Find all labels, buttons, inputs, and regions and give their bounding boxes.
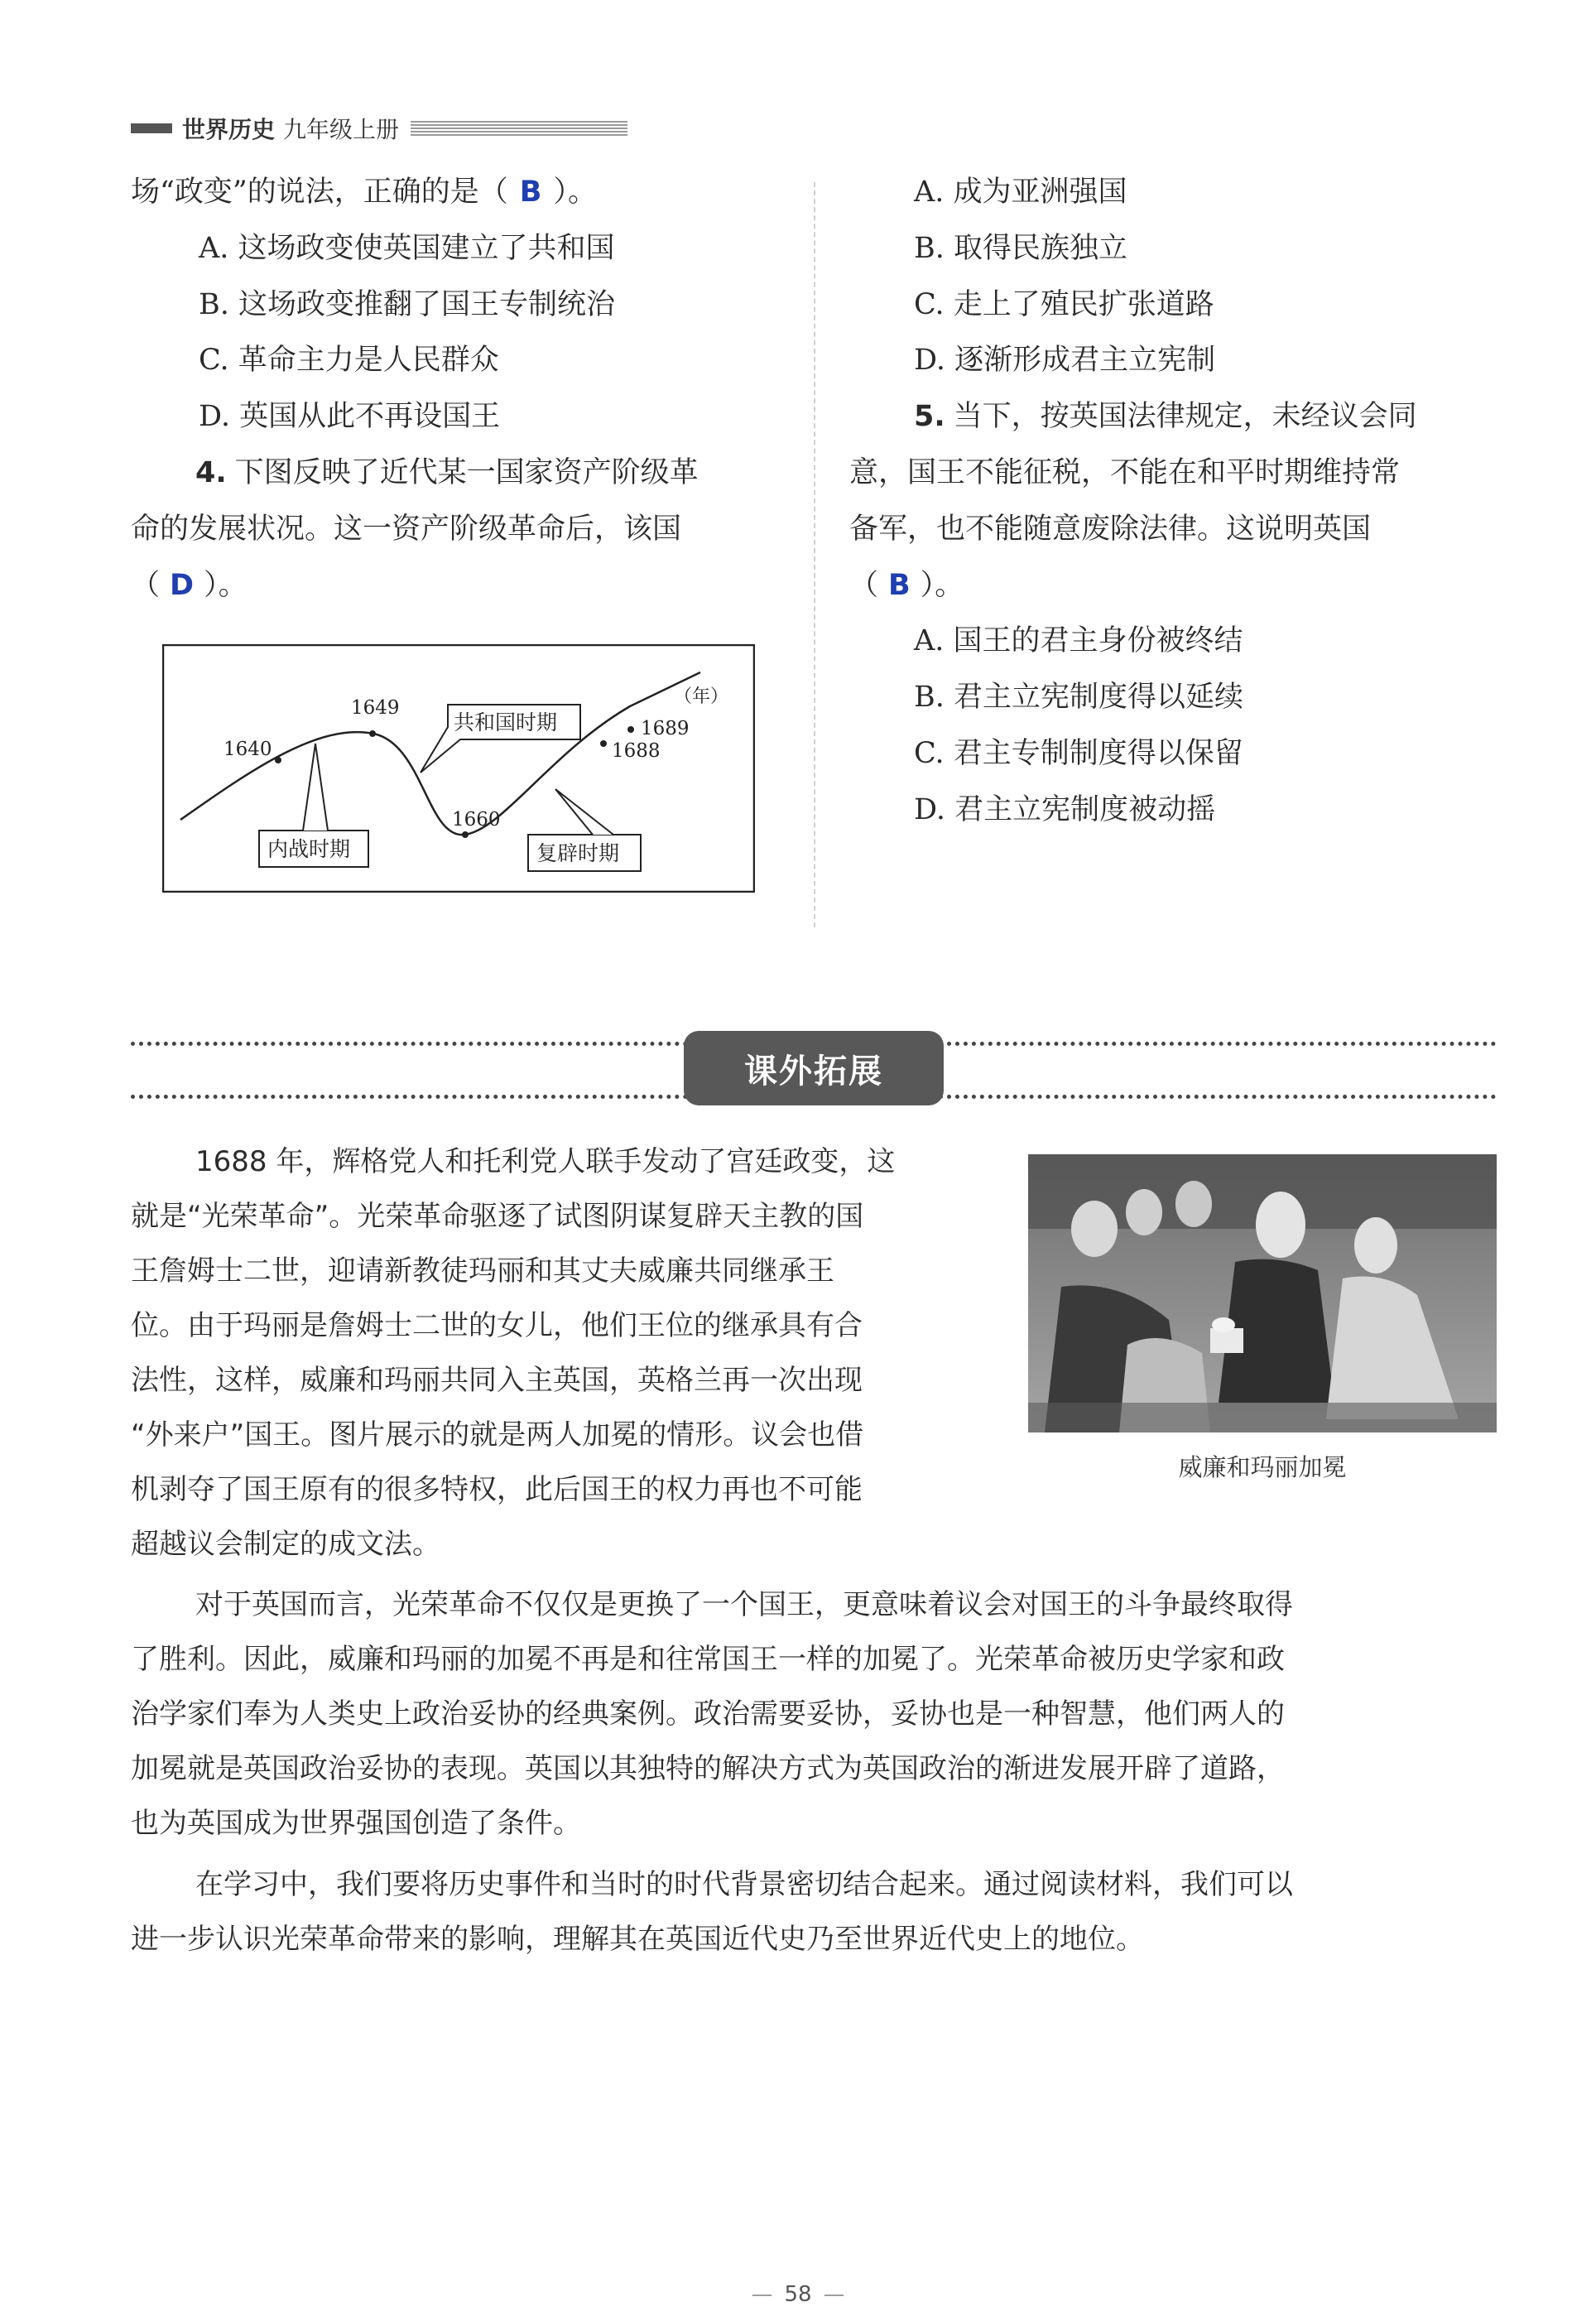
point-1649 — [369, 730, 376, 737]
point-1640 — [275, 757, 281, 763]
year-1689: 1689 — [641, 718, 690, 739]
q5-line1-text: 当下，按英国法律规定，未经议会同 — [953, 400, 1417, 433]
para3-line1: 在学习中，我们要将历史事件和当时的时代背景密切结合起来。通过阅读材料，我们可以 — [195, 1868, 1293, 1901]
republic-pointer — [421, 727, 460, 773]
q5-stem-line1 — [914, 399, 1417, 434]
para2-line3: 治学家们奉为人类史上政治妥协的经典案例。政治需要妥协，妥协也是一种智慧，他们两人的 — [131, 1697, 1285, 1731]
q4-option-b: B. 取得民族独立 — [914, 232, 1127, 265]
civil-war-pointer — [303, 744, 328, 831]
q5-answer: B — [888, 569, 911, 602]
q4-stem-line2: 命的发展状况。这一资产阶级革命后，该国 — [131, 513, 682, 546]
q4-stem-line3 — [131, 568, 248, 603]
para1-line6: “外来户”国王。图片展示的就是两人加冕的情形。议会也借 — [131, 1418, 864, 1452]
coronation-photo — [1028, 1154, 1497, 1432]
year-1660: 1660 — [452, 809, 501, 831]
q5-stem-line4 — [849, 568, 964, 603]
running-header — [131, 113, 627, 143]
para3-line2: 进一步认识光荣革命带来的影响，理解其在英国近代史乃至世界近代史上的地位。 — [131, 1923, 1144, 1956]
para1-line1: 1688 年，辉格党人和托利党人联手发动了宫廷政变，这 — [195, 1145, 896, 1178]
point-1688 — [600, 740, 607, 747]
photo-caption: 威廉和玛丽加冕 — [1178, 1453, 1347, 1481]
para2-line1: 对于英国而言，光荣革命不仅仅是更换了一个国王，更意味着议会对国王的斗争最终取得 — [195, 1588, 1293, 1621]
year-1688: 1688 — [612, 740, 661, 762]
year-1649: 1649 — [351, 697, 400, 719]
para1-line2: 就是“光荣革命”。光荣革命驱逐了试图阴谋复辟天主教的国 — [131, 1200, 864, 1233]
q5-option-a: A. 国王的君主身份被终结 — [914, 624, 1243, 657]
q4-open: （ — [131, 569, 161, 602]
q4-line1-text: 下图反映了近代某一国家资产阶级革 — [234, 456, 699, 489]
q4-option-d: D. 逐渐形成君主立宪制 — [914, 344, 1216, 377]
q4-option-c: C. 走上了殖民扩张道路 — [914, 288, 1214, 321]
book-title: 世界历史 — [182, 116, 276, 143]
point-1660 — [462, 831, 469, 838]
q4-answer: D — [170, 569, 195, 602]
q4-option-a: A. 成为亚洲强国 — [914, 176, 1127, 209]
q3-stem-close: ）。 — [553, 176, 597, 209]
para2-line5: 也为英国成为世界强国创造了条件。 — [131, 1807, 581, 1840]
unit-year-label: （年） — [674, 686, 729, 707]
restoration-label: 复辟时期 — [536, 841, 620, 865]
figure-border — [163, 645, 754, 892]
header-bar-mark — [131, 123, 172, 133]
q5-stem-line2: 意，国王不能征税，不能在和平时期维持常 — [849, 456, 1401, 489]
q4-close: ）。 — [204, 569, 248, 602]
para1-line5: 法性，这样，威廉和玛丽共同入主英国，英格兰再一次出现 — [131, 1364, 863, 1397]
q5-close: ）。 — [920, 569, 964, 602]
page-number-value: 58 — [784, 2282, 812, 2307]
civil-war-label: 内战时期 — [267, 837, 351, 861]
year-1640: 1640 — [224, 739, 272, 760]
q3-option-d: D. 英国从此不再设国王 — [199, 400, 501, 433]
q5-stem-line3: 备军，也不能随意废除法律。这说明英国 — [849, 513, 1372, 546]
coronation-photo-art — [1028, 1154, 1497, 1432]
page-number: — 58 — — [751, 2282, 845, 2307]
q4-number: 4. — [195, 456, 227, 489]
para2-line4: 加冕就是英国政治妥协的表现。英国以其独特的解决方式为英国政治的渐进发展开辟了道路， — [131, 1752, 1285, 1785]
para1-line4: 位。由于玛丽是詹姆士二世的女儿，他们王位的继承具有合 — [131, 1309, 863, 1342]
q3-option-a: A. 这场政变使英国建立了共和国 — [199, 232, 615, 265]
republic-label: 共和国时期 — [454, 710, 558, 734]
q3-option-b: B. 这场政变推翻了国王专制统治 — [199, 288, 615, 321]
q5-open: （ — [849, 569, 879, 602]
q5-option-b: B. 君主立宪制度得以延续 — [914, 681, 1243, 714]
q5-number: 5. — [914, 400, 945, 433]
q3-stem-text: 场“政变”的说法，正确的是（ — [131, 176, 508, 209]
q3-answer: B — [519, 176, 542, 209]
para2-line2: 了胜利。因此，威廉和玛丽的加冕不再是和往常国王一样的加冕了。光荣革命被历史学家和政 — [131, 1643, 1285, 1676]
restoration-pointer — [555, 789, 613, 835]
para1-line7: 机剥夺了国王原有的很多特权，此后国王的权力再也不可能 — [131, 1473, 863, 1506]
book-grade: 九年级上册 — [283, 116, 400, 143]
q3-stem — [131, 175, 597, 209]
para1-line3: 王詹姆士二世，迎请新教徒玛丽和其丈夫威廉共同继承王 — [131, 1254, 834, 1288]
section-title-banner: 课外拓展 — [684, 1031, 944, 1105]
q3-option-c: C. 革命主力是人民群众 — [199, 344, 499, 377]
para1-line8: 超越议会制定的成文法。 — [131, 1528, 440, 1561]
q5-option-c: C. 君主专制制度得以保留 — [914, 737, 1243, 770]
column-divider — [814, 182, 815, 927]
q4-stem-line1 — [195, 455, 699, 490]
revolution-curve-figure — [162, 644, 755, 893]
q5-option-d: D. 君主立宪制度被动摇 — [914, 793, 1216, 826]
point-1689 — [627, 726, 634, 733]
header-rule-lines — [411, 121, 627, 136]
